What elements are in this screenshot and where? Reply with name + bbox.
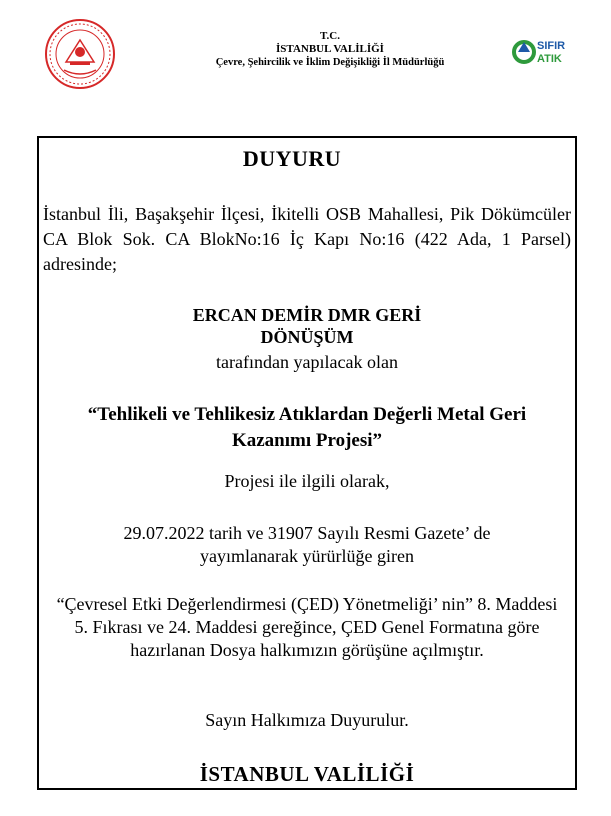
gazette-dateline: 29.07.2022 tarih ve 31907 Sayılı Resmi Gazete’ de yayımlanarak yürürlüğe giren [123, 523, 491, 566]
header-tc: T.C. [320, 30, 340, 42]
letterhead-text [150, 30, 510, 69]
atik-logo-text: ATIK [537, 53, 562, 65]
company-name-line1: ERCAN DEMİR DMR GERİ [192, 305, 422, 325]
letterhead [0, 0, 611, 110]
sifir-logo-text: SIFIR [537, 40, 566, 52]
company-name [39, 304, 575, 348]
header-governorship: İSTANBUL VALİLİĞİ [276, 43, 384, 55]
signature: İSTANBUL VALİLİĞİ [199, 762, 415, 786]
by-text: tarafından yapılacak olan [216, 352, 398, 372]
sifir-atik-logo-icon [512, 32, 572, 74]
announcement-text: Sayın Halkımıza Duyurulur. [205, 710, 409, 730]
address-paragraph: İstanbul İli, Başakşehir İlçesi, İkitelli OSB Mahallesi, Pik Dökümcüler CA Blok Sok. CA BlokNo:16 İç Kapı No:16 (422 Ada, 1 Parsel) adresinde; [43, 204, 571, 274]
notice-box [37, 136, 577, 790]
regulation-paragraph: “Çevresel Etki Değerlendirmesi (ÇED) Yönetmeliği’ nin” 8. Maddesi 5. Fıkrası ve 24. Maddesi gereğince, ÇED Genel Formatına göre hazırlanan Dosya halkımızın görüşüne açılmıştır. [56, 594, 558, 660]
company-name-line2: DÖNÜŞÜM [260, 327, 354, 347]
governorship-seal-icon [44, 18, 116, 90]
project-name: “Tehlikeli ve Tehlikesiz Atıklardan Değerli Metal Geri Kazanımı Projesi” [87, 404, 527, 451]
header-directorate: Çevre, Şehircilik ve İklim Değişikliği İl Müdürlüğü [215, 57, 445, 68]
notice-title: DUYURU [242, 146, 342, 171]
related-text: Projesi ile ilgili olarak, [224, 471, 390, 491]
